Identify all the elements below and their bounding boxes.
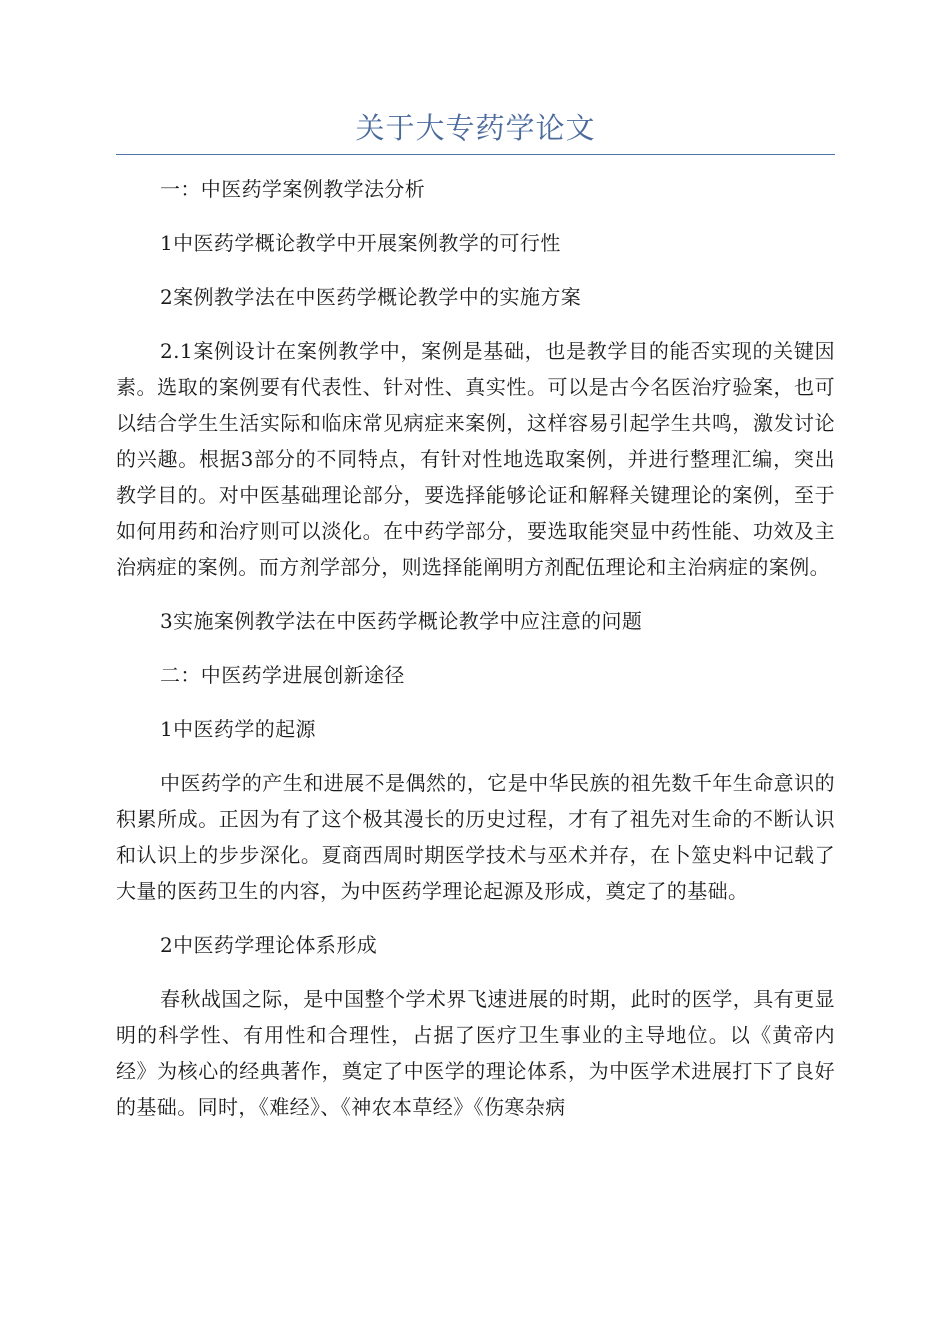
document-page bbox=[116, 108, 835, 1143]
subheading-1-1: 1中医药学概论教学中开展案例教学的可行性 bbox=[160, 231, 561, 255]
paragraph-origin: 中医药学的产生和进展不是偶然的，它是中华民族的祖先数千年生命意识的积累所成。正因为有了这个极其漫长的历史过程，才有了祖先对生命的不断认识和认识上的步步深化。夏商西周时期医学技术与巫术并存，在卜筮史料中记载了大量的医药卫生的内容，为中医药学理论起源及形成，奠定了的基础。 bbox=[116, 771, 835, 903]
subheading-2-1: 1中医药学的起源 bbox=[160, 717, 316, 741]
section-heading-1: 一：中医药学案例教学法分析 bbox=[160, 177, 426, 201]
subheading-1-2: 2案例教学法在中医药学概论教学中的实施方案 bbox=[160, 285, 582, 309]
paragraph-case-design: 2.1案例设计在案例教学中，案例是基础，也是教学目的能否实现的关键因素。选取的案例要有代表性、针对性、真实性。可以是古今名医治疗验案，也可以结合学生生活实际和临床常见病症来案例，这样容易引起学生共鸣，激发讨论的兴趣。根据3部分的不同特点，有针对性地选取案例，并进行整理汇编，突出教学目的。对中医基础理论部分，要选择能够论证和解释关键理论的案例，至于如何用药和治疗则可以淡化。在中药学部分，要选取能突显中药性能、功效及主治病症的案例。而方剂学部分，则选择能阐明方剂配伍理论和主治病症的案例。 bbox=[116, 339, 835, 579]
title-underline bbox=[116, 154, 835, 155]
subheading-1-3: 3实施案例教学法在中医药学概论教学中应注意的问题 bbox=[160, 609, 643, 633]
document-title: 关于大专药学论文 bbox=[355, 111, 596, 145]
paragraph-theory-system: 春秋战国之际，是中国整个学术界飞速进展的时期，此时的医学，具有更显明的科学性、有用性和合理性，占据了医疗卫生事业的主导地位。以《黄帝内经》为核心的经典著作，奠定了中医学的理论体系，为中医学术进展打下了良好的基础。同时，《难经》、《神农本草经》《伤寒杂病 bbox=[116, 987, 835, 1119]
subheading-2-2: 2中医药学理论体系形成 bbox=[160, 933, 378, 957]
section-heading-2: 二：中医药学进展创新途径 bbox=[160, 663, 405, 687]
